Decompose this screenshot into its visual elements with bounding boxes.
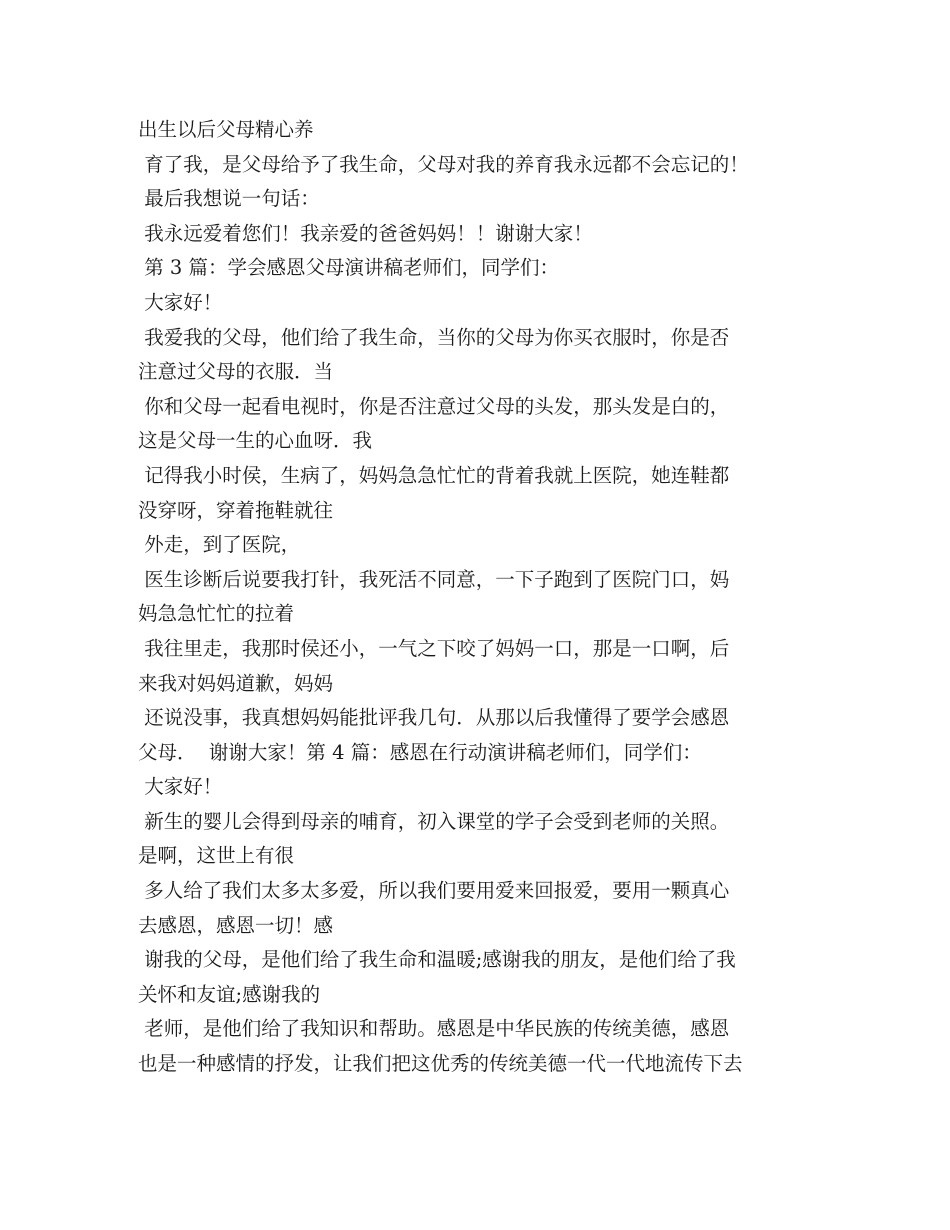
- text-line: 也是一种感情的抒发，让我们把这优秀的传统美德一代一代地流传下去: [138, 1052, 743, 1076]
- text-line: 我爱我的父母，他们给了我生命，当你的父母为你买衣服时，你是否: [138, 325, 730, 349]
- text-line: 医生诊断后说要我打针，我死活不同意，一下子跑到了医院门口，妈: [138, 567, 730, 591]
- text-line: 大家好！: [138, 775, 223, 799]
- text-line: 老师，是他们给了我知识和帮助。感恩是中华民族的传统美德，感恩: [138, 1017, 730, 1041]
- text-line: 我往里走，我那时侯还小，一气之下咬了妈妈一口，那是一口啊，后: [138, 636, 730, 660]
- text-line: 父母． 谢谢大家！第 4 篇：感恩在行动演讲稿老师们，同学们：: [138, 740, 702, 764]
- text-line: 大家好！: [138, 290, 223, 314]
- text-line: 注意过父母的衣服．当: [138, 360, 334, 384]
- document-body: [138, 113, 838, 1082]
- text-line: 新生的婴儿会得到母亲的哺育，初入课堂的学子会受到老师的关照。: [138, 809, 730, 833]
- text-line: 第 3 篇：学会感恩父母演讲稿老师们，同学们：: [138, 256, 560, 280]
- text-line: 还说没事，我真想妈妈能批评我几句．从那以后我懂得了要学会感恩: [138, 706, 730, 730]
- text-line: 最后我想说一句话：: [138, 187, 320, 211]
- text-line: 是啊，这世上有很: [138, 844, 295, 868]
- text-line: 没穿呀，穿着拖鞋就往: [138, 498, 334, 522]
- text-line: 来我对妈妈道歉，妈妈: [138, 671, 334, 695]
- text-line: 妈急急忙忙的拉着: [138, 602, 295, 626]
- text-line: 去感恩，感恩一切！感: [138, 913, 334, 937]
- text-line: 多人给了我们太多太多爱，所以我们要用爱来回报爱，要用一颗真心: [138, 879, 730, 903]
- text-line: 外走，到了医院，: [138, 533, 301, 557]
- text-line: 谢我的父母，是他们给了我生命和温暖;感谢我的朋友，是他们给了我: [138, 948, 736, 972]
- text-line: 育了我，是父母给予了我生命，父母对我的养育我永远都不会忘记的！: [138, 152, 749, 176]
- text-line: 我永远爱着您们！我亲爱的爸爸妈妈！！谢谢大家！: [138, 221, 593, 245]
- text-line: 出生以后父母精心养: [138, 118, 314, 141]
- text-line: 你和父母一起看电视时，你是否注意过父母的头发，那头发是白的，: [138, 394, 730, 418]
- text-line: 这是父母一生的心血呀．我: [138, 429, 373, 453]
- text-line: 记得我小时侯，生病了，妈妈急急忙忙的背着我就上医院，她连鞋都: [138, 463, 730, 487]
- text-line: 关怀和友谊;感谢我的: [138, 982, 321, 1006]
